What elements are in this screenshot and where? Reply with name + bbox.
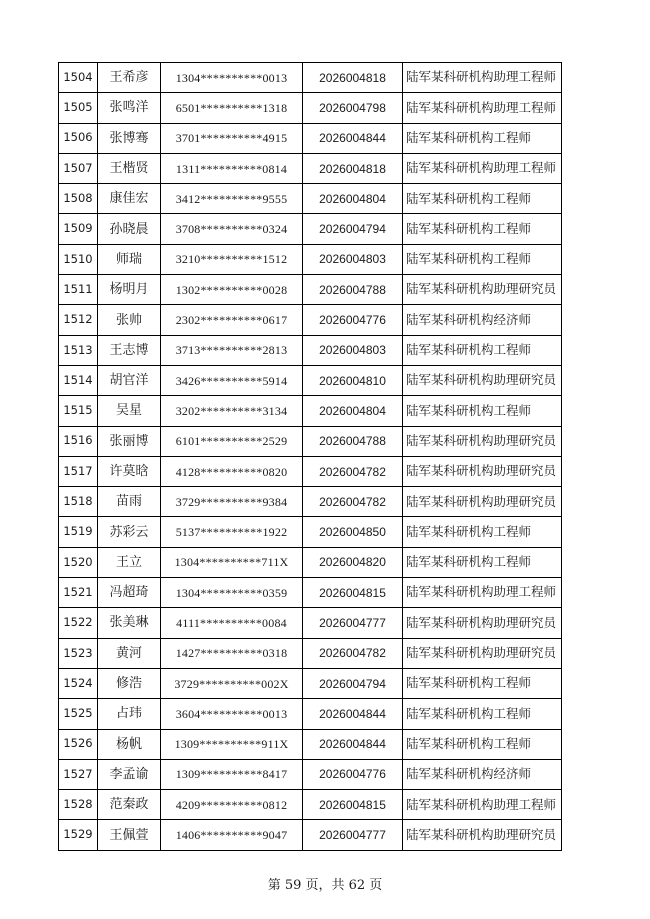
table-row	[59, 820, 562, 850]
table-row	[59, 184, 562, 214]
table-row	[59, 578, 562, 608]
row-number-cell: 1525	[59, 699, 98, 729]
name-cell: 修浩	[98, 668, 161, 698]
position-name-cell: 陆军某科研机构工程师	[403, 335, 562, 365]
position-code-cell: 2026004776	[303, 759, 403, 789]
table-row	[59, 63, 562, 93]
table-row	[59, 608, 562, 638]
name-cell: 张丽博	[98, 426, 161, 456]
table-row	[59, 517, 562, 547]
name-cell: 王志博	[98, 335, 161, 365]
position-name-cell: 陆军某科研机构工程师	[403, 244, 562, 274]
table-row	[59, 668, 562, 698]
position-name-cell: 陆军某科研机构经济师	[403, 305, 562, 335]
position-name-cell: 陆军某科研机构工程师	[403, 547, 562, 577]
position-name-cell: 陆军某科研机构助理研究员	[403, 487, 562, 517]
position-name-cell: 陆军某科研机构工程师	[403, 668, 562, 698]
position-code-cell: 2026004777	[303, 608, 403, 638]
name-cell: 占玮	[98, 699, 161, 729]
position-code-cell: 2026004794	[303, 668, 403, 698]
page-footer	[0, 874, 650, 893]
row-number-cell: 1516	[59, 426, 98, 456]
name-cell: 张美琳	[98, 608, 161, 638]
name-cell: 胡官洋	[98, 365, 161, 395]
id-number-cell: 5137**********1922	[161, 517, 303, 547]
table-row	[59, 305, 562, 335]
position-name-cell: 陆军某科研机构助理研究员	[403, 608, 562, 638]
position-name-cell: 陆军某科研机构经济师	[403, 759, 562, 789]
name-cell: 杨帆	[98, 729, 161, 759]
position-name-cell: 陆军某科研机构助理研究员	[403, 365, 562, 395]
position-name-cell: 陆军某科研机构工程师	[403, 517, 562, 547]
id-number-cell: 1302**********0028	[161, 275, 303, 305]
name-cell: 许莫晗	[98, 456, 161, 486]
table-row	[59, 93, 562, 123]
name-cell: 孙晓晨	[98, 214, 161, 244]
position-name-cell: 陆军某科研机构助理工程师	[403, 63, 562, 93]
position-name-cell: 陆军某科研机构工程师	[403, 214, 562, 244]
row-number-cell: 1509	[59, 214, 98, 244]
name-cell: 张博骞	[98, 123, 161, 153]
id-number-cell: 3412**********9555	[161, 184, 303, 214]
table-row	[59, 123, 562, 153]
id-number-cell: 3210**********1512	[161, 244, 303, 274]
row-number-cell: 1526	[59, 729, 98, 759]
id-number-cell: 6501**********1318	[161, 93, 303, 123]
name-cell: 李孟谕	[98, 759, 161, 789]
table-row	[59, 729, 562, 759]
row-number-cell: 1524	[59, 668, 98, 698]
id-number-cell: 3604**********0013	[161, 699, 303, 729]
table-row	[59, 547, 562, 577]
table-row	[59, 638, 562, 668]
name-cell: 王立	[98, 547, 161, 577]
table-row	[59, 275, 562, 305]
row-number-cell: 1517	[59, 456, 98, 486]
position-code-cell: 2026004844	[303, 729, 403, 759]
table-row	[59, 699, 562, 729]
row-number-cell: 1513	[59, 335, 98, 365]
id-number-cell: 3426**********5914	[161, 365, 303, 395]
table-row	[59, 365, 562, 395]
table-row	[59, 790, 562, 820]
roster-table	[58, 62, 562, 851]
name-cell: 范秦政	[98, 790, 161, 820]
name-cell: 黄河	[98, 638, 161, 668]
position-code-cell: 2026004803	[303, 244, 403, 274]
row-number-cell: 1521	[59, 578, 98, 608]
page-number-label: 第 59 页，共 62 页	[267, 878, 383, 893]
name-cell: 苗雨	[98, 487, 161, 517]
row-number-cell: 1514	[59, 365, 98, 395]
id-number-cell: 1304**********0359	[161, 578, 303, 608]
position-name-cell: 陆军某科研机构助理研究员	[403, 426, 562, 456]
position-code-cell: 2026004798	[303, 93, 403, 123]
id-number-cell: 3708**********0324	[161, 214, 303, 244]
position-name-cell: 陆军某科研机构工程师	[403, 729, 562, 759]
name-cell: 苏彩云	[98, 517, 161, 547]
position-code-cell: 2026004818	[303, 153, 403, 183]
row-number-cell: 1522	[59, 608, 98, 638]
row-number-cell: 1519	[59, 517, 98, 547]
position-code-cell: 2026004782	[303, 456, 403, 486]
table-row	[59, 487, 562, 517]
row-number-cell: 1529	[59, 820, 98, 850]
row-number-cell: 1507	[59, 153, 98, 183]
position-name-cell: 陆军某科研机构工程师	[403, 184, 562, 214]
roster-table-body	[59, 63, 562, 851]
id-number-cell: 1406**********9047	[161, 820, 303, 850]
position-code-cell: 2026004810	[303, 365, 403, 395]
position-name-cell: 陆军某科研机构助理工程师	[403, 578, 562, 608]
id-number-cell: 4111**********0084	[161, 608, 303, 638]
table-row	[59, 456, 562, 486]
id-number-cell: 3202**********3134	[161, 396, 303, 426]
id-number-cell: 6101**********2529	[161, 426, 303, 456]
name-cell: 王希彦	[98, 63, 161, 93]
id-number-cell: 1309**********911X	[161, 729, 303, 759]
name-cell: 张帅	[98, 305, 161, 335]
position-code-cell: 2026004815	[303, 578, 403, 608]
id-number-cell: 1304**********0013	[161, 63, 303, 93]
name-cell: 冯超琦	[98, 578, 161, 608]
position-code-cell: 2026004844	[303, 699, 403, 729]
position-name-cell: 陆军某科研机构助理研究员	[403, 456, 562, 486]
table-row	[59, 759, 562, 789]
position-code-cell: 2026004782	[303, 487, 403, 517]
name-cell: 王佩萱	[98, 820, 161, 850]
position-code-cell: 2026004820	[303, 547, 403, 577]
id-number-cell: 1427**********0318	[161, 638, 303, 668]
name-cell: 吴星	[98, 396, 161, 426]
id-number-cell: 3729**********002X	[161, 668, 303, 698]
position-name-cell: 陆军某科研机构助理工程师	[403, 153, 562, 183]
position-code-cell: 2026004803	[303, 335, 403, 365]
id-number-cell: 2302**********0617	[161, 305, 303, 335]
row-number-cell: 1508	[59, 184, 98, 214]
position-code-cell: 2026004776	[303, 305, 403, 335]
position-code-cell: 2026004782	[303, 638, 403, 668]
row-number-cell: 1515	[59, 396, 98, 426]
position-code-cell: 2026004818	[303, 63, 403, 93]
row-number-cell: 1527	[59, 759, 98, 789]
row-number-cell: 1518	[59, 487, 98, 517]
row-number-cell: 1506	[59, 123, 98, 153]
id-number-cell: 4128**********0820	[161, 456, 303, 486]
table-row	[59, 426, 562, 456]
name-cell: 张鸣洋	[98, 93, 161, 123]
position-name-cell: 陆军某科研机构工程师	[403, 396, 562, 426]
position-name-cell: 陆军某科研机构助理工程师	[403, 93, 562, 123]
id-number-cell: 3701**********4915	[161, 123, 303, 153]
position-name-cell: 陆军某科研机构助理研究员	[403, 638, 562, 668]
row-number-cell: 1520	[59, 547, 98, 577]
position-name-cell: 陆军某科研机构助理工程师	[403, 790, 562, 820]
table-row	[59, 153, 562, 183]
position-code-cell: 2026004777	[303, 820, 403, 850]
name-cell: 王楷贤	[98, 153, 161, 183]
id-number-cell: 1304**********711X	[161, 547, 303, 577]
position-code-cell: 2026004804	[303, 396, 403, 426]
position-name-cell: 陆军某科研机构助理研究员	[403, 275, 562, 305]
table-row	[59, 335, 562, 365]
row-number-cell: 1523	[59, 638, 98, 668]
position-code-cell: 2026004788	[303, 426, 403, 456]
table-row	[59, 396, 562, 426]
row-number-cell: 1504	[59, 63, 98, 93]
row-number-cell: 1512	[59, 305, 98, 335]
position-name-cell: 陆军某科研机构助理研究员	[403, 820, 562, 850]
position-code-cell: 2026004850	[303, 517, 403, 547]
table-row	[59, 214, 562, 244]
position-code-cell: 2026004788	[303, 275, 403, 305]
position-code-cell: 2026004794	[303, 214, 403, 244]
position-code-cell: 2026004844	[303, 123, 403, 153]
id-number-cell: 1311**********0814	[161, 153, 303, 183]
table-row	[59, 244, 562, 274]
row-number-cell: 1505	[59, 93, 98, 123]
id-number-cell: 3713**********2813	[161, 335, 303, 365]
position-name-cell: 陆军某科研机构工程师	[403, 123, 562, 153]
row-number-cell: 1510	[59, 244, 98, 274]
row-number-cell: 1528	[59, 790, 98, 820]
name-cell: 康佳宏	[98, 184, 161, 214]
position-code-cell: 2026004804	[303, 184, 403, 214]
id-number-cell: 4209**********0812	[161, 790, 303, 820]
name-cell: 杨明月	[98, 275, 161, 305]
row-number-cell: 1511	[59, 275, 98, 305]
name-cell: 师瑞	[98, 244, 161, 274]
id-number-cell: 3729**********9384	[161, 487, 303, 517]
position-code-cell: 2026004815	[303, 790, 403, 820]
id-number-cell: 1309**********8417	[161, 759, 303, 789]
position-name-cell: 陆军某科研机构工程师	[403, 699, 562, 729]
